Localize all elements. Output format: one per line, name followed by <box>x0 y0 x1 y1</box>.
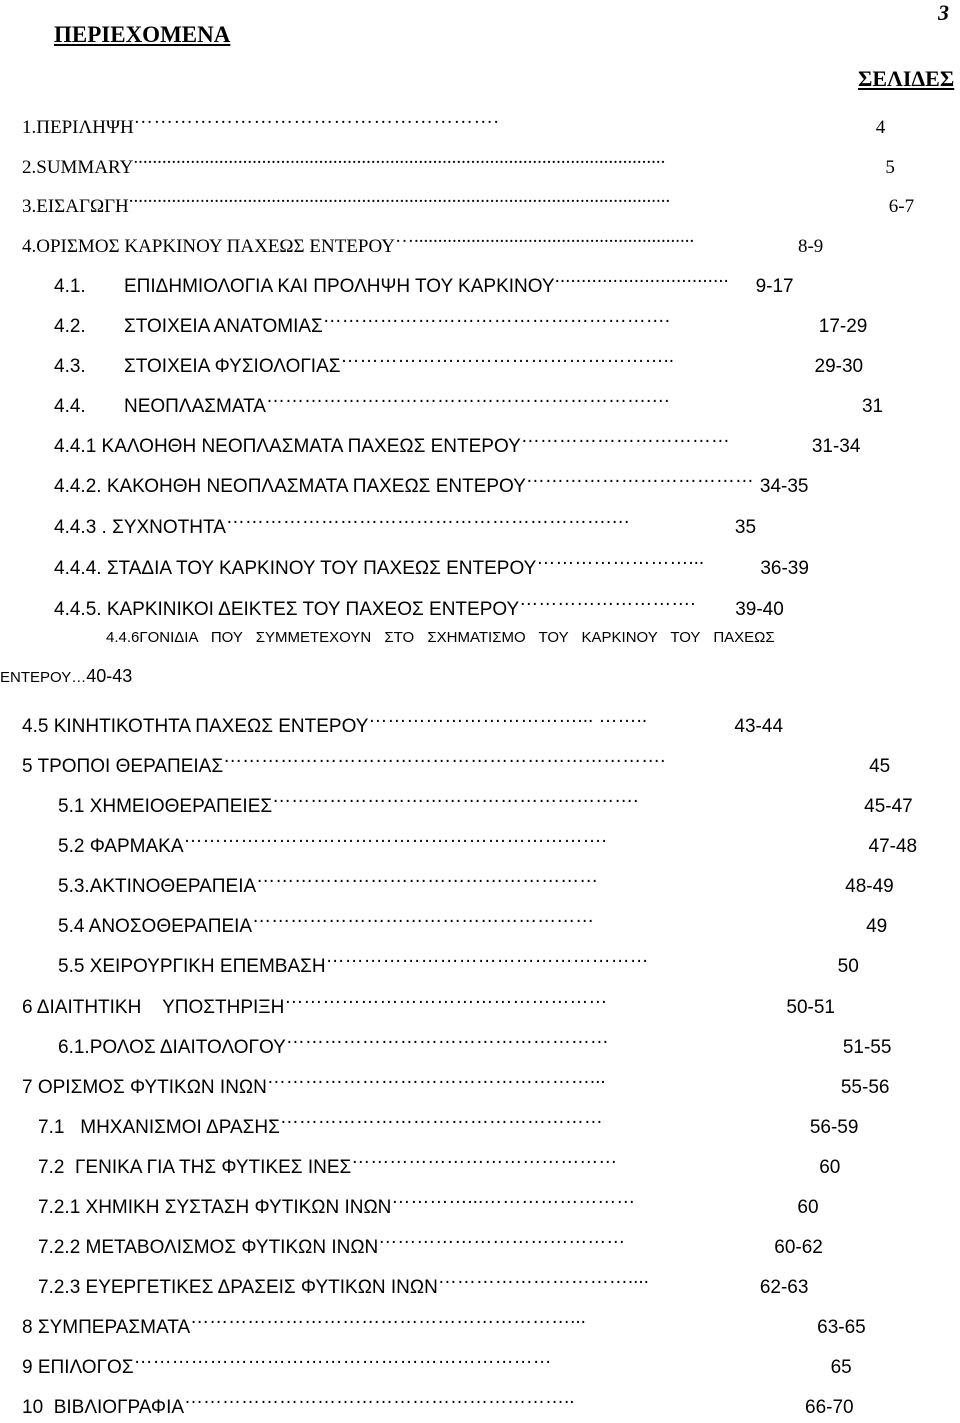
toc-entry-leader: …………...…………………… <box>391 1187 636 1208</box>
toc-entry-title: 7.2.1 ΧΗΜΙΚΗ ΣΥΣΤΑΣΗ ΦΥΤΙΚΩΝ ΙΝΩΝ <box>38 1197 392 1218</box>
toc-entry-leader: ………………………. <box>519 589 696 610</box>
toc-entry[interactable] <box>22 1063 890 1098</box>
toc-entry[interactable] <box>22 103 922 138</box>
toc-entry-pages: 31-34 <box>811 436 861 457</box>
toc-entry-pages: 34-35 <box>759 476 809 497</box>
toc-entry-pages: 36-39 <box>760 558 809 579</box>
toc-entry-title: ΣΤΟΙΧΕΙΑ ΑΝΑΤΟΜΙΑΣ <box>124 316 323 337</box>
toc-entry-pages: 43-44 <box>734 716 784 737</box>
toc-entry[interactable] <box>22 143 895 178</box>
toc-entry[interactable] <box>54 503 757 538</box>
toc-entry-pages: 47-48 <box>868 836 918 857</box>
toc-entry-title: 4.4.4. ΣΤΑΔΙΑ ΤΟΥ ΚΑΡΚΙΝΟΥ ΤΟΥ ΠΑΧΕΩΣ ΕΝΤΕΡΟΥ <box>54 558 537 579</box>
toc-entry-title: 4.4.3 . ΣΥΧΝΟΤΗΤΑ <box>54 517 226 538</box>
toc-entry-pages: 60 <box>819 1157 841 1178</box>
toc-entry[interactable] <box>22 182 915 217</box>
pages-header: ΣΕΛΙΔΕΣ <box>858 66 955 91</box>
toc-entry-leader: ……………………………… <box>525 466 754 487</box>
toc-entry-title: 3.ΕΙΣΑΓΩΓΗ <box>22 196 129 217</box>
toc-entry-leader: ……………………………………………… <box>252 906 595 927</box>
toc-entry-pages: 48-49 <box>845 876 894 897</box>
toc-entry-leader: ………………………………………………. <box>133 107 500 128</box>
toc-entry-leader: … <box>71 669 87 686</box>
toc-entry-leader: …........................................................... <box>394 226 695 247</box>
toc-entry-pages: 17-29 <box>818 316 868 337</box>
toc-entry[interactable] <box>58 902 888 937</box>
toc-entry-leader: ………………………….... <box>437 1267 649 1288</box>
toc-entry-pages: 60 <box>797 1197 819 1218</box>
page-title: ΠΕΡΙΕΧΟΜΕΝΑ <box>54 22 231 47</box>
toc-entry-pages: 60-62 <box>774 1237 823 1258</box>
page-number: 3 <box>938 0 949 25</box>
toc-entry[interactable] <box>38 1103 859 1138</box>
toc-entry-leader: …………………………………………… <box>285 1027 609 1048</box>
toc-entry-title: 9 ΕΠΙΛΟΓΟΣ <box>22 1357 134 1378</box>
toc-entry-title: 7.2.2 ΜΕΤΑΒΟΛΙΣΜΟΣ ΦΥΤΙΚΩΝ ΙΝΩΝ <box>38 1237 379 1258</box>
toc-entry[interactable] <box>54 544 809 579</box>
toc-entry-title: 1.ΠΕΡΙΛΗΨΗ <box>22 117 134 138</box>
toc-entry[interactable] <box>54 462 809 497</box>
toc-entry-leader: …………………………………………….. <box>340 346 675 367</box>
toc-entry[interactable] <box>38 1183 819 1218</box>
toc-entry[interactable] <box>22 1343 852 1378</box>
toc-entry-leader: …………………………………………………. <box>272 786 639 807</box>
toc-entry[interactable] <box>38 1263 809 1298</box>
toc-entry-title: 10 ΒΙΒΛΙΟΓΡΑΦΙΑ <box>22 1397 185 1418</box>
toc-entry[interactable] <box>22 742 891 777</box>
toc-entry-pages: 56-59 <box>809 1117 859 1138</box>
toc-entry-leader: …………………………………………………….… <box>225 507 631 528</box>
toc-entry-title: 5.3.ΑΚΤΙΝΟΘΕΡΑΠΕΙΑ <box>58 876 257 897</box>
toc-entry-pages: 31 <box>861 396 884 417</box>
toc-entry-pages: 63-65 <box>817 1317 866 1338</box>
toc-entry[interactable] <box>22 702 784 737</box>
toc-entry-number: 4.1. <box>54 276 86 297</box>
toc-entry-pages: 49 <box>866 916 888 937</box>
toc-entry[interactable] <box>38 1223 823 1258</box>
toc-entry-title: 5.1 ΧΗΜΕΙΟΘΕΡΑΠΕΙΕΣ <box>58 796 273 817</box>
toc-entry[interactable] <box>58 822 918 857</box>
toc-entry-leader: …………………………………………… <box>279 1107 603 1128</box>
toc-entry[interactable] <box>54 382 884 417</box>
toc-entry-pages: 4 <box>875 117 886 138</box>
toc-entry-leader: ……………………………... …….. <box>368 706 648 727</box>
toc-entry-pages: 45-47 <box>864 796 913 817</box>
toc-entry-leader: …………………………………………… <box>284 987 608 1008</box>
toc-entry-title: 4.4.5. ΚΑΡΚΙΝΙΚΟΙ ΔΕΙΚΤΕΣ ΤΟΥ ΠΑΧΕΟΣ ΕΝΤΕΡΟΥ <box>54 599 520 620</box>
toc-entry-leader: .................................................................................................................. <box>128 186 671 207</box>
toc-entry-leader: ……………………………………………………………. <box>223 746 666 767</box>
toc-entry-continuation <box>0 661 132 691</box>
toc-entry-pages: 65 <box>830 1357 852 1378</box>
toc-entry-pages: 55-56 <box>840 1077 890 1098</box>
toc-entry[interactable] <box>22 983 835 1018</box>
toc-entry[interactable] <box>58 782 913 817</box>
toc-entry-pages: 50 <box>837 956 859 977</box>
toc-entry-pages: 29-30 <box>814 356 864 377</box>
toc-entry[interactable] <box>58 1023 892 1058</box>
toc-entry-title: 7 ΟΡΙΣΜΟΣ ΦΥΤΙΚΩΝ ΙΝΩΝ <box>22 1077 267 1098</box>
toc-entry-number: 4.3. <box>54 356 86 377</box>
toc-entry[interactable] <box>54 302 868 337</box>
toc-entry-pages: 39-40 <box>735 599 784 620</box>
toc-entry-leader: ………………………………… <box>378 1227 626 1248</box>
toc-entry-leader: ……………………………………………… <box>256 866 599 887</box>
toc-entry-title: ΣΤΟΙΧΕΙΑ ΦΥΣΙΟΛΟΓΙΑΣ <box>124 356 341 377</box>
toc-entry-title: 7.2.3 ΕΥΕΡΓΕΤΙΚΕΣ ΔΡΑΣΕΙΣ ΦΥΤΙΚΩΝ ΙΝΩΝ <box>38 1277 438 1298</box>
toc-entry-leader: ……………………………………………………... <box>190 1307 586 1328</box>
toc-entry-leader: …………………………………………………….… <box>265 386 671 407</box>
toc-entry-leader: ................................. <box>554 266 729 287</box>
toc-entry-title: 2.SUMMARY <box>22 157 134 178</box>
toc-entry-pages: 9-17 <box>755 276 794 297</box>
toc-entry[interactable] <box>22 222 824 257</box>
toc-entry-pages: 51-55 <box>842 1037 892 1058</box>
toc-entry-leader: …………………………… <box>520 426 730 447</box>
toc-entry-pages: 35 <box>734 517 757 538</box>
toc-entry-title: ΝΕΟΠΛΑΣΜΑΤΑ <box>124 396 266 417</box>
toc-entry[interactable] <box>22 1383 854 1418</box>
toc-entry[interactable] <box>106 629 775 646</box>
toc-entry-title: ΕΠΙΔΗΜΙΟΛΟΓΙΑ ΚΑΙ ΠΡΟΛΗΨΗ ΤΟΥ ΚΑΡΚΙΝΟΥ <box>124 276 555 297</box>
toc-entry-pages: 40-43 <box>86 666 133 686</box>
toc-entry-title: 4.4.6ΓΟΝΙΔΙΑ ΠΟΥ ΣΥΜΜΕΤΕΧΟΥΝ ΣΤΟ ΣΧΗΜΑΤΙΣΜΟ ΤΟΥ ΚΑΡΚΙΝΟΥ ΤΟΥ ΠΑΧΕΩΣ <box>106 629 775 646</box>
toc-entry-leader: …………………………………………… <box>325 946 649 967</box>
toc-entry[interactable] <box>54 262 794 297</box>
toc-entry-title: 4.4.2. ΚΑΚΟΗΘΗ ΝΕΟΠΛΑΣΜΑΤΑ ΠΑΧΕΩΣ ΕΝΤΕΡΟΥ <box>54 476 526 497</box>
toc-entry-title: 4.5 ΚΙΝΗΤΙΚΟΤΗΤΑ ΠΑΧΕΩΣ ΕΝΤΕΡΟΥ <box>22 716 369 737</box>
toc-entry-title: 8 ΣΥΜΠΕΡΑΣΜΑΤΑ <box>22 1317 191 1338</box>
toc-entry-leader: …………………………………… <box>351 1147 618 1168</box>
toc-entry-title: 7.2 ΓΕΝΙΚΑ ΓΙΑ ΤΗΣ ΦΥΤΙΚΕΣ ΙΝΕΣ <box>38 1157 352 1178</box>
toc-entry[interactable] <box>54 585 784 620</box>
toc-entry-title: 6.1.ΡΟΛΟΣ ΔΙΑΙΤΟΛΟΓΟΥ <box>58 1037 286 1058</box>
toc-entry-title: 7.1 ΜΗΧΑΝΙΣΜΟΙ ΔΡΑΣΗΣ <box>38 1117 280 1138</box>
toc-entry-pages: 6-7 <box>888 196 915 217</box>
toc-entry-title: 5.2 ΦΑΡΜΑΚΑ <box>58 836 184 857</box>
toc-entry-leader: ................................................................................................................ <box>133 147 666 168</box>
toc-entry[interactable] <box>54 422 861 457</box>
toc-entry[interactable] <box>58 942 859 977</box>
toc-entry[interactable] <box>22 1303 866 1338</box>
toc-entry-leader: ……………………... <box>536 548 705 569</box>
toc-entry-title: 4.4.1 ΚΑΛΟΗΘΗ ΝΕΟΠΛΑΣΜΑΤΑ ΠΑΧΕΩΣ ΕΝΤΕΡΟΥ <box>54 436 521 457</box>
toc-entry-leader: ………………………………………………………… <box>133 1347 552 1368</box>
toc-entry-pages: 45 <box>869 756 891 777</box>
toc-entry-title: 5.4 ΑΝΟΣΟΘΕΡΑΠΕΙΑ <box>58 916 253 937</box>
toc-entry-title-continued: ΕΝΤΕΡΟΥ <box>0 669 72 686</box>
toc-entry-title: 5 ΤΡΟΠΟΙ ΘΕΡΑΠΕΙΑΣ <box>22 756 224 777</box>
toc-entry-pages: 5 <box>885 157 895 178</box>
toc-entry-title: 4.ΟΡΙΣΜΟΣ ΚΑΡΚΙΝΟΥ ΠΑΧΕΩΣ ΕΝΤΕΡΟΥ <box>22 236 395 257</box>
toc-entry[interactable] <box>58 862 894 897</box>
toc-entry-pages: 50-51 <box>786 997 835 1018</box>
toc-entry-title: 6 ΔΙΑΙΤΗΤΙΚΗ ΥΠΟΣΤΗΡΙΞΗ <box>22 997 285 1018</box>
toc-entry-title: 5.5 ΧΕΙΡΟΥΡΓΙΚΗ ΕΠΕΜΒΑΣΗ <box>58 956 326 977</box>
toc-entry-leader: ……………………………………………... <box>266 1067 606 1088</box>
toc-entry-pages: 8-9 <box>797 236 824 257</box>
toc-entry-pages: 66-70 <box>805 1397 854 1418</box>
toc-entry-pages: 62-63 <box>759 1277 809 1298</box>
toc-entry-leader: ………………………………………………. <box>322 306 671 327</box>
toc-entry-leader: …………………………………………………….. <box>184 1387 575 1408</box>
toc-entry[interactable] <box>38 1143 841 1178</box>
toc-entry-leader: …………………………………………………………. <box>183 826 607 847</box>
toc-entry-number: 4.2. <box>54 316 86 337</box>
toc-entry[interactable] <box>54 342 864 377</box>
toc-entry-number: 4.4. <box>54 396 86 417</box>
